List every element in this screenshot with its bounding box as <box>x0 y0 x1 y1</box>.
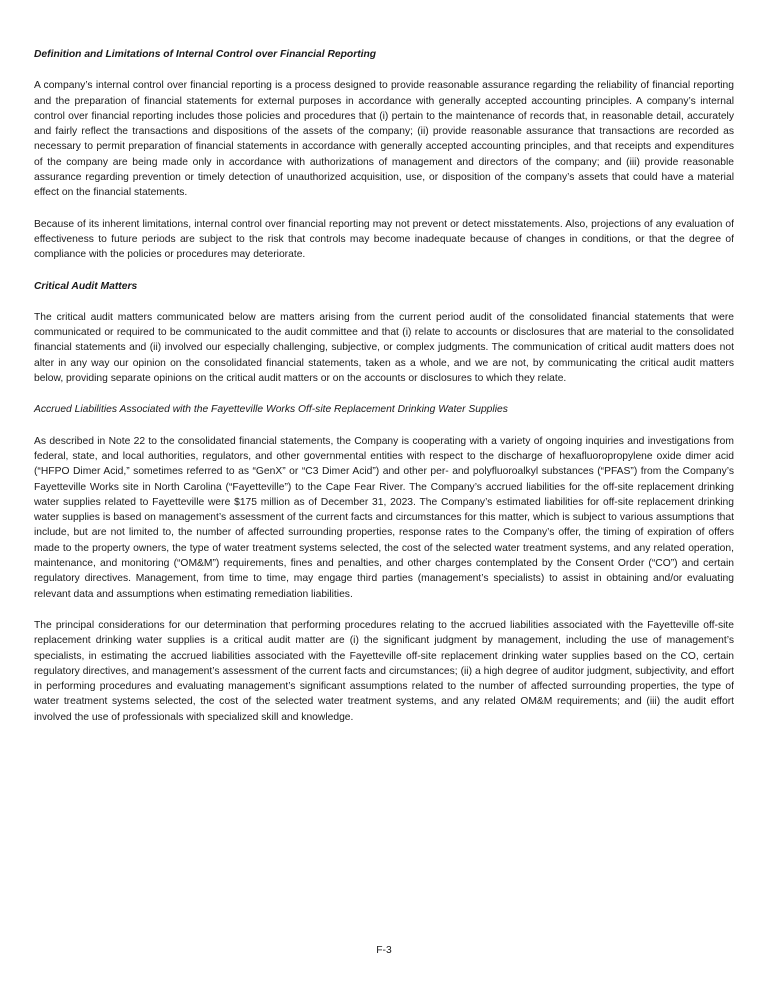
paragraph-critical-1: The critical audit matters communicated below are matters arising from the current period audit of the consolidated financial statements that were communicated or required to be communicated to the audit committee and that (i) relate to accounts or disclosures that are material to the consolidated financial statements and (ii) involved our especially challenging, subjective, or complex judgments. The communication of critical audit matters does not alter in any way our opinion on the consolidated financial statements, taken as a whole, and we are not, by communicating the critical audit matters below, providing separate opinions on the critical audit matters or on the accounts or disclosures to which they relate. <box>34 311 734 385</box>
paragraph-accrued-2: The principal considerations for our determination that performing procedures relating to the accrued liabilities associated with the Fayetteville off-site replacement drinking water supplies is a critical audit matter are (i) the significant judgment by management, including the use of management’s specialists, in estimating the accrued liabilities associated with the Fayetteville off-site replacement drinking water supplies based on the CO, certain regulatory directives, and management’s assessment of the current facts and circumstances; (ii) a high degree of auditor judgment, subjectivity, and effort in performing procedures and evaluating management’s significant assumptions related to the number of affected surrounding properties, the type of water treatment systems selected, the cost of the selected water treatment systems, and any related OM&M requirements; and (iii) the audit effort involved the use of professionals with specialized skill and knowledge. <box>34 619 734 723</box>
paragraph-definition-2: Because of its inherent limitations, internal control over financial reporting may not prevent or detect misstatements. Also, projections of any evaluation of effectiveness to future periods are subject to the risk that controls may become inadequate because of changes in conditions, or that the degree of compliance with the policies or procedures may deteriorate. <box>34 218 734 261</box>
section-heading-definition: Definition and Limitations of Internal Control over Financial Reporting <box>34 49 377 60</box>
page-number: F-3 <box>376 945 392 956</box>
document-body <box>34 47 734 741</box>
subheading-accrued-liabilities: Accrued Liabilities Associated with the Fayetteville Works Off-site Replacement Drinking Water Supplies <box>34 404 508 416</box>
section-heading-critical-audit-matters: Critical Audit Matters <box>34 280 138 292</box>
paragraph-definition-1: A company’s internal control over financial reporting is a process designed to provide reasonable assurance regarding the reliability of financial reporting and the preparation of financial statements for external purposes in accordance with generally accepted accounting principles. A company’s internal control over financial reporting includes those policies and procedures that (i) pertain to the maintenance of records that, in reasonable detail, accurately and fairly reflect the transactions and dispositions of the assets of the company; (ii) provide reasonable assurance that transactions are recorded as necessary to permit preparation of financial statements in accordance with generally accepted accounting principles, and that receipts and expenditures of the company are being made only in accordance with authorizations of management and directors of the company; and (iii) provide reasonable assurance regarding prevention or timely detection of unauthorized acquisition, use, or disposition of the company’s assets that could have a material effect on the financial statements. <box>34 80 734 199</box>
paragraph-accrued-1: As described in Note 22 to the consolidated financial statements, the Company is cooperating with a variety of ongoing inquiries and investigations from federal, state, and local authorities, regulators, and other governmental entities with respect to the discharge of hexafluoropropylene oxide dimer acid (“HFPO Dimer Acid,” sometimes referred to as “GenX” or “C3 Dimer Acid”) and other per- and polyfluoroalkyl substances (“PFAS”) from the Company’s Fayetteville Works site in North Carolina (“Fayetteville”) to the Cape Fear River. The Company’s accrued liabilities for the off-site replacement drinking water supplies related to Fayetteville were $175 million as of December 31, 2023. The Company’s estimated liabilities for off-site replacement drinking water supplies is based on management’s assessment of the current facts and circumstances for this matter, which is subject to various assumptions that include, but are not limited to, the number of affected surrounding properties, response rates to the Company’s offer, the timing of expiration of offers made to the property owners, the type of water treatment systems selected, the cost of the selected water treatment systems, and any related operation, maintenance, and monitoring (“OM&M”) requirements, fines and penalties, and other charges contemplated by the Consent Order (“CO”) and certain regulatory directives. Management, from time to time, may engage third parties (management’s specialists) to assist in obtaining and/or evaluating relevant data and assumptions when estimating remediation liabilities. <box>34 435 734 600</box>
